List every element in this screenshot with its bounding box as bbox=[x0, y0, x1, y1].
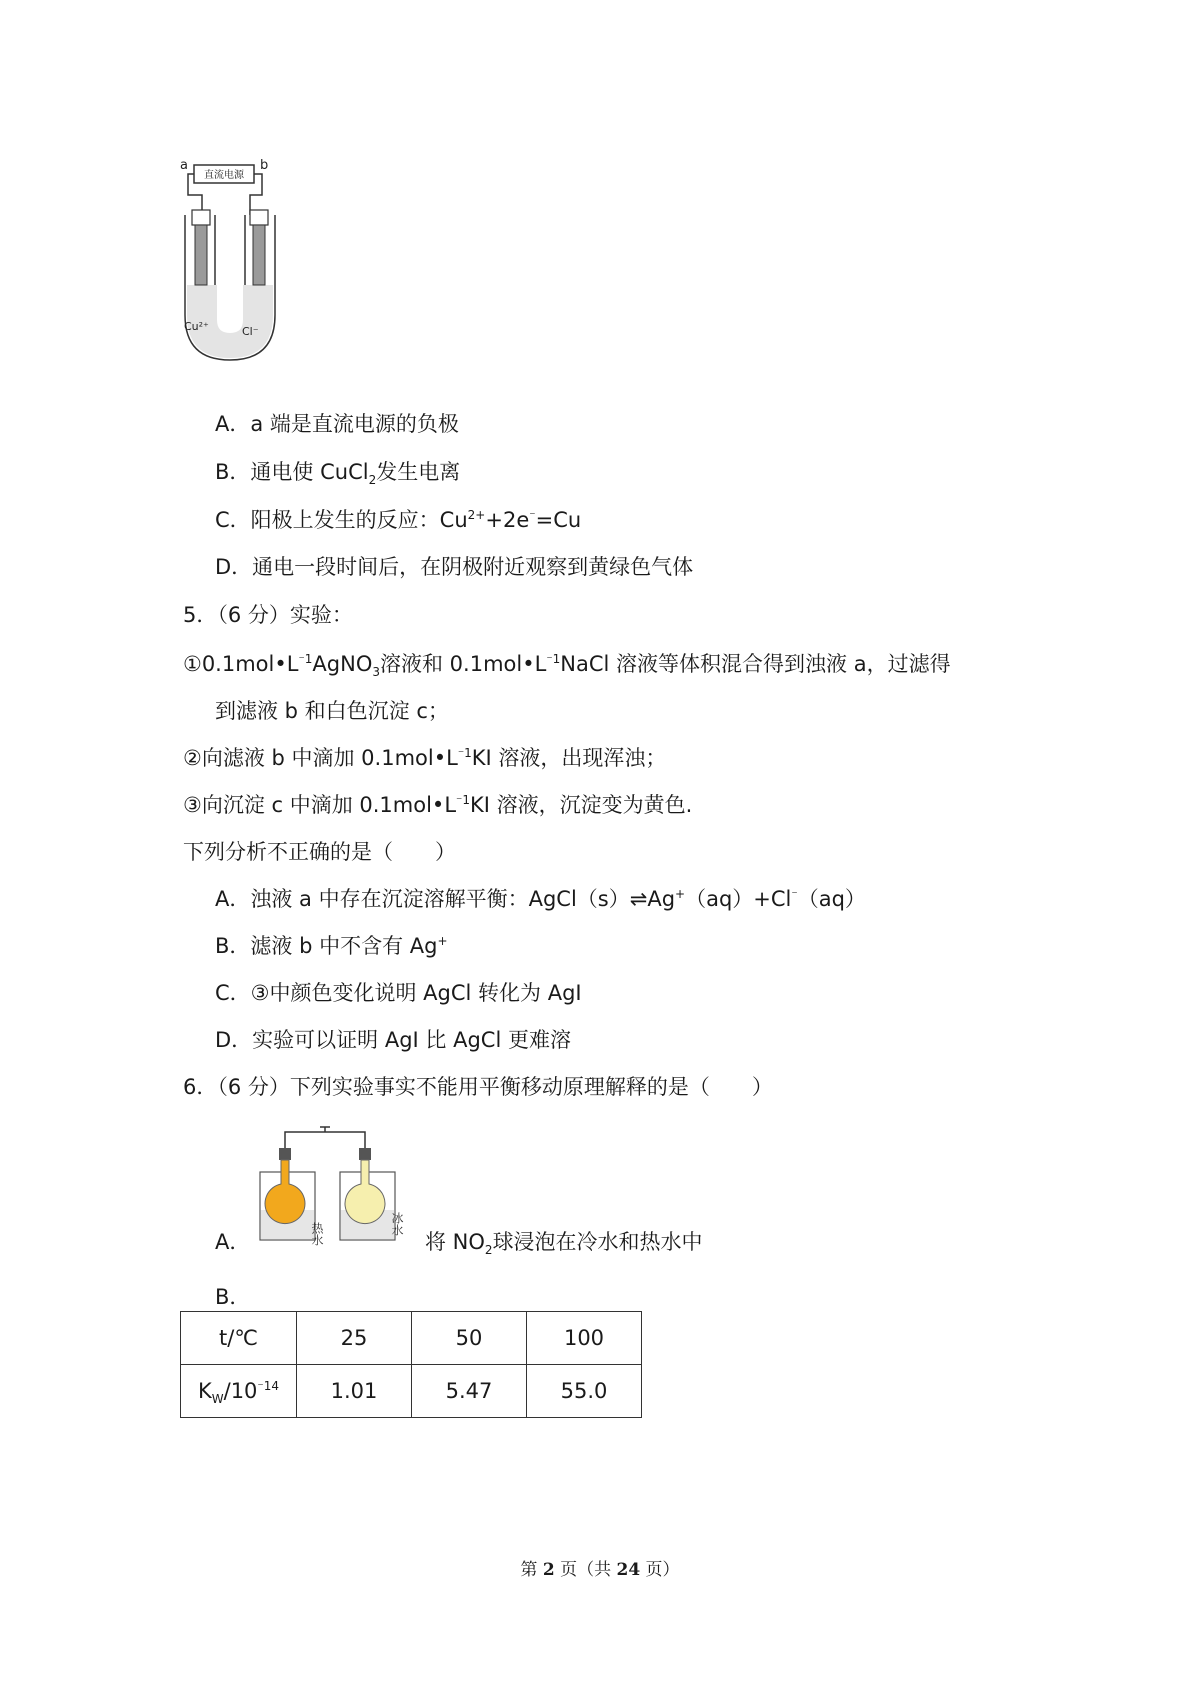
table-cell: 5.47 bbox=[412, 1365, 527, 1418]
power-supply-label: 直流电源 bbox=[204, 170, 244, 181]
page-footer: 第 2 页（共 24 页） bbox=[520, 1560, 680, 1580]
q5-option-a: A．浊液 a 中存在沉淀溶解平衡：AgCl（s）⇌Ag+（aq）+Cl⁻（aq） bbox=[215, 887, 866, 911]
q4-option-d: D．通电一段时间后，在阴极附近观察到黄绿色气体 bbox=[215, 555, 694, 579]
ice-water-label: 冰水 bbox=[390, 1212, 404, 1236]
q5-option-c: C．③中颜色变化说明 AgCl 转化为 AgI bbox=[215, 981, 582, 1005]
q6-option-a-text: 将 $NO_2$球浸泡在冷水和热水中 bbox=[425, 1230, 703, 1258]
q5-step2: ②向滤液 b 中滴加 $0.1mol•L^{^-1}KI$ 溶液，出现浑浊； bbox=[183, 746, 667, 770]
kw-temperature-table bbox=[180, 1311, 642, 1418]
no2-flasks-diagram bbox=[255, 1122, 420, 1247]
hot-water-label: 热水 bbox=[310, 1222, 324, 1246]
q5-step3: ③向沉淀 c 中滴加 $0.1mol•L^{^-1}KI$ 溶液，沉淀变为黄色. bbox=[183, 793, 693, 817]
q5-header: 5．（6 分）实验： bbox=[183, 603, 353, 627]
table-row bbox=[181, 1312, 642, 1365]
no2-flasks-figure bbox=[255, 1122, 420, 1247]
q4-option-b: B．通电使 CuCl$_2$发生电离 bbox=[215, 460, 461, 488]
u-tube-diagram bbox=[180, 155, 300, 365]
terminal-a-label: a bbox=[180, 158, 188, 173]
q5-step1-cont: 到滤液 b 和白色沉淀 c； bbox=[215, 699, 449, 723]
table-cell: 55.0 bbox=[527, 1365, 642, 1418]
table-cell: 25 bbox=[297, 1312, 412, 1365]
q5-question: 下列分析不正确的是（ ） bbox=[183, 840, 456, 864]
electrolysis-u-tube-figure bbox=[180, 155, 300, 365]
table-row bbox=[181, 1365, 642, 1418]
q4-option-c: C．阳极上发生的反应：$Cu^{2+}+2e^{^-}=Cu$ bbox=[215, 508, 582, 532]
table-header-cell: $K_W/10^{^-14}$ bbox=[181, 1365, 297, 1418]
q5-step1: $①0.1mol•L^{^-1}AgNO_3$溶液和 $0.1mol•L^{^-1}NaCl$ 溶液等体积混合得到浊液 a，过滤得 bbox=[183, 652, 951, 680]
q5-option-d: D．实验可以证明 AgI 比 AgCl 更难溶 bbox=[215, 1028, 571, 1052]
q6-option-b-label: B． bbox=[215, 1285, 251, 1309]
table-header-cell: t/℃ bbox=[181, 1312, 297, 1365]
cl-ion-label: Cl⁻ bbox=[242, 325, 259, 338]
q6-option-a-label: A． bbox=[215, 1230, 251, 1254]
cu-ion-label: Cu²⁺ bbox=[184, 320, 209, 333]
q6-header: 6．（6 分）下列实验事实不能用平衡移动原理解释的是（ ） bbox=[183, 1075, 773, 1099]
table-cell: 100 bbox=[527, 1312, 642, 1365]
q5-option-b: B．滤液 b 中不含有 Ag+ bbox=[215, 934, 448, 958]
table-cell: 1.01 bbox=[297, 1365, 412, 1418]
terminal-b-label: b bbox=[260, 158, 269, 173]
table-cell: 50 bbox=[412, 1312, 527, 1365]
q4-option-a: A．a 端是直流电源的负极 bbox=[215, 412, 459, 436]
